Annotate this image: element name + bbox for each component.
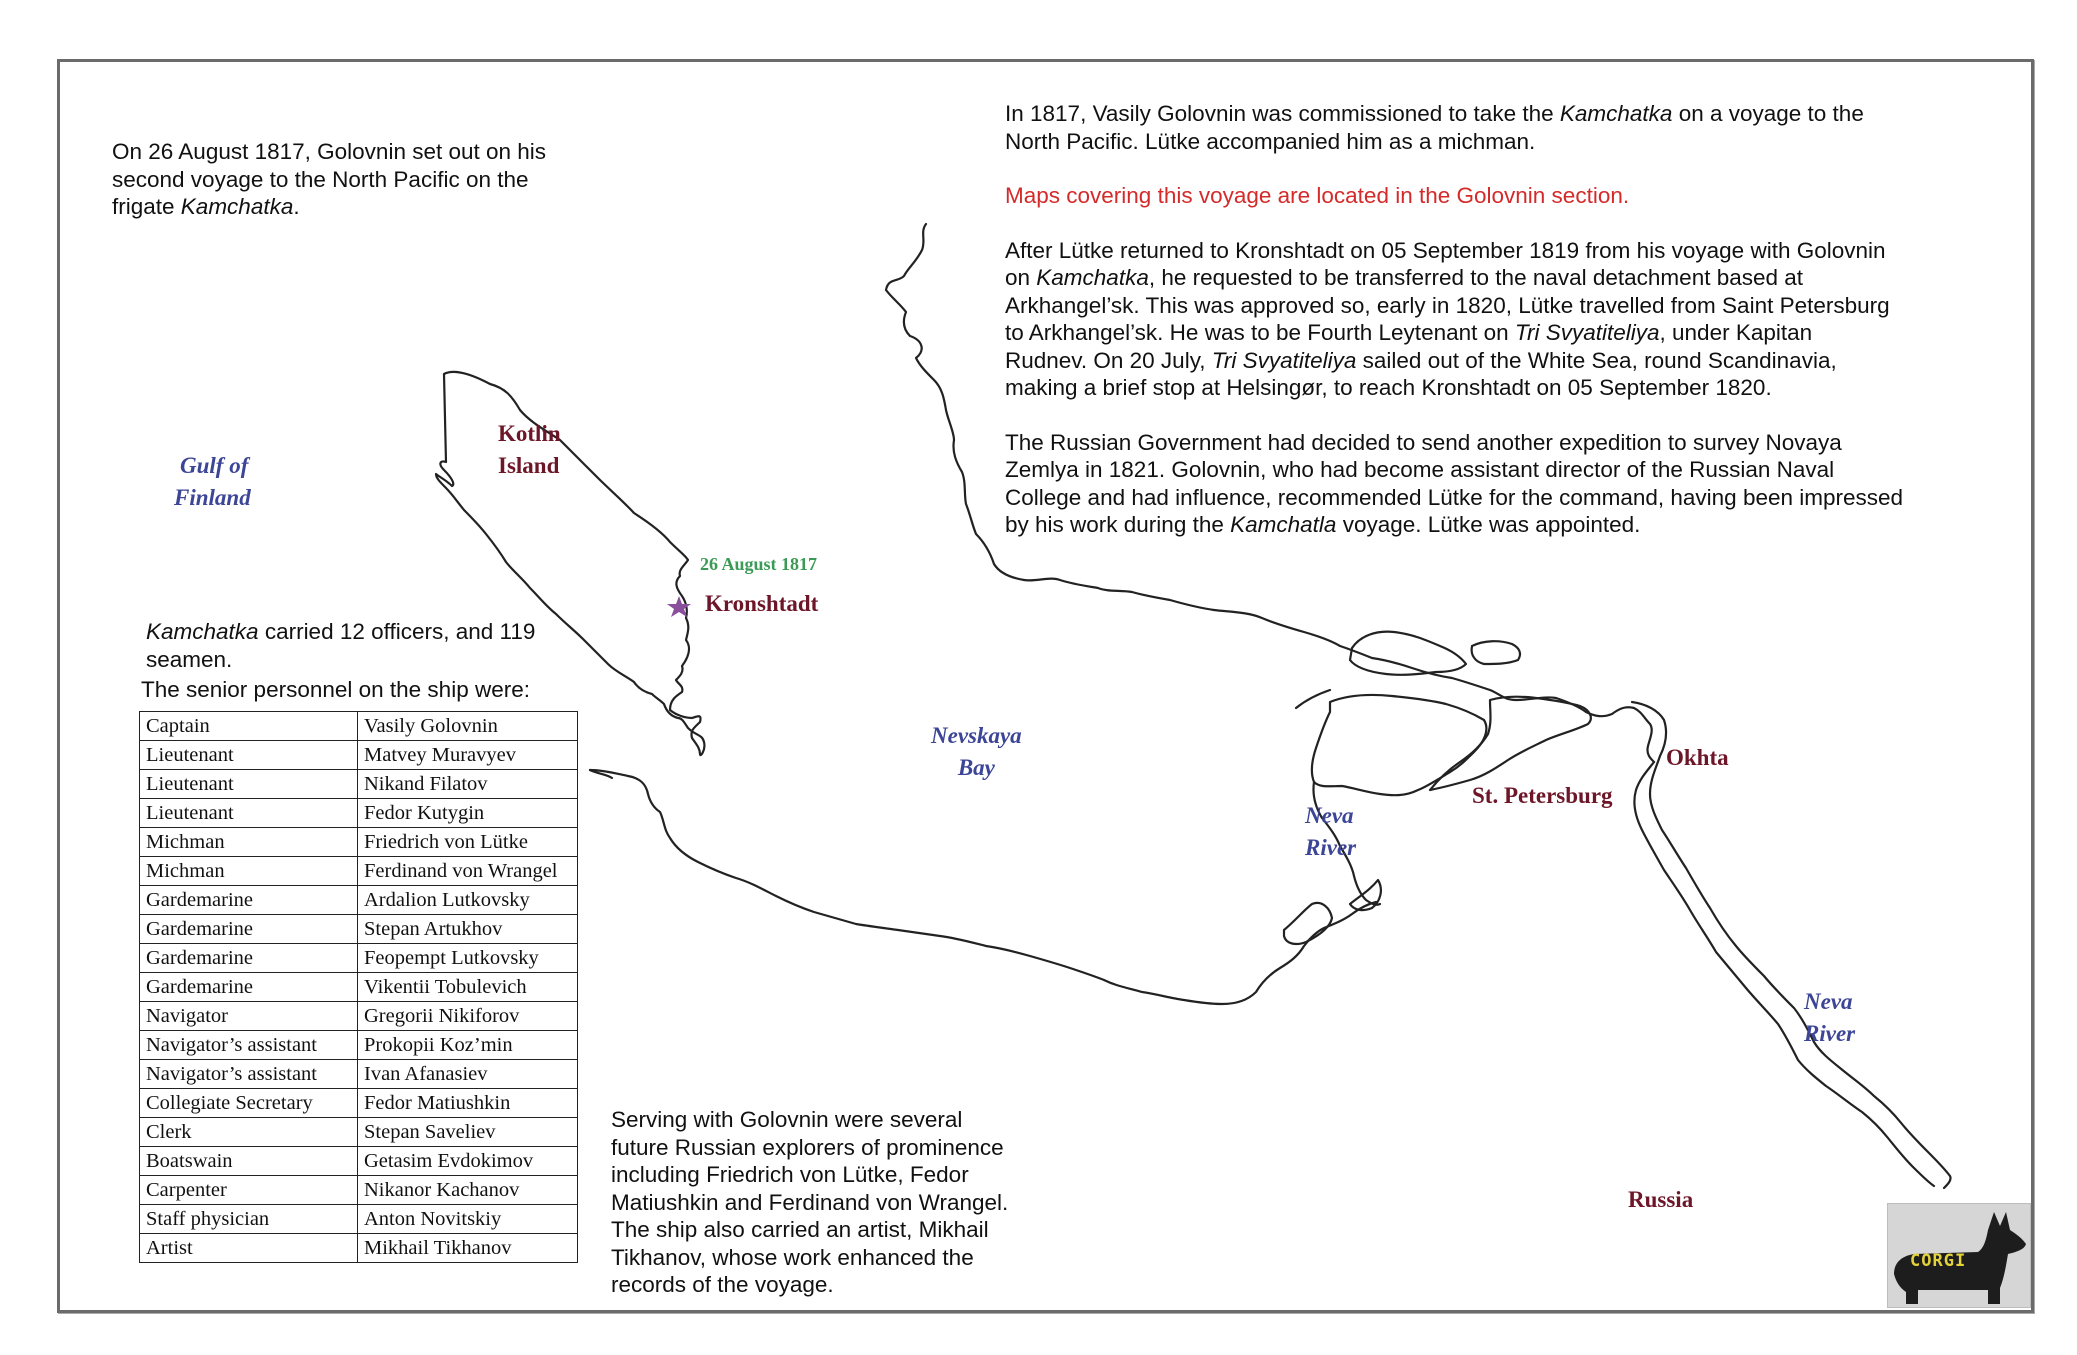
narrative-paragraph-3: After Lütke returned to Kronshtadt on 05 September 1819 from his voyage with Golovnin on Kamchatka, he requested to be transferred to the naval detachment based at Arkhangel’sk. This was approved so, early in 1820, Lütke travelled from Saint Petersburg to Arkhangel’sk. He was to be Fourth Leytenant on Tri Svyatiteliya, under Kapitan Rudnev. On 20 July, Tri Svyatiteliya sailed out of the White Sea, round Scandinavia, making a brief stop at Helsingør, to reach Kronshtadt on 05 September 1820. [1005, 237, 1890, 400]
crew-row [140, 828, 578, 857]
golovnin-section-notice: Maps covering this voyage are located in the Golovnin section. [1005, 183, 1630, 208]
crew-name-cell: Mikhail Tikhanov [358, 1234, 578, 1263]
kotlin-island-label: Kotlin Island [498, 421, 561, 478]
narrative-text [1005, 100, 2015, 566]
crew-name-cell: Feopempt Lutkovsky [358, 944, 578, 973]
crew-rank-cell: Boatswain [140, 1147, 358, 1176]
crew-name-cell: Matvey Muravyev [358, 741, 578, 770]
crew-name-cell: Fedor Kutygin [358, 799, 578, 828]
crew-name-cell: Ivan Afanasiev [358, 1060, 578, 1089]
neva-river-label-upstream: Neva River [1804, 989, 1856, 1046]
crew-row [140, 857, 578, 886]
crew-name-cell: Anton Novitskiy [358, 1205, 578, 1234]
crew-name-cell: Gregorii Nikiforov [358, 1002, 578, 1031]
crew-rank-cell: Collegiate Secretary [140, 1089, 358, 1118]
crew-row [140, 1031, 578, 1060]
crew-rank-cell: Michman [140, 857, 358, 886]
delta-island-large [1312, 695, 1487, 795]
crew-row [140, 1176, 578, 1205]
serving-text: Serving with Golovnin were several future Russian explorers of prominence including Friedrich von Lütke, Fedor Matiushkin and Ferdinand von Wrangel. The ship also carried an artist, Mikhail Tikhanov, whose work enhanced the records of the voyage. [611, 1107, 1009, 1297]
delta-island-north [1350, 632, 1466, 675]
ship-name: Kamchatka [180, 194, 294, 219]
crew-row [140, 1089, 578, 1118]
delta-south-shore [1296, 690, 1380, 905]
intro-line-2: second voyage to the North Pacific on the [112, 166, 529, 192]
crew-rank-cell: Michman [140, 828, 358, 857]
delta-island-middle [1430, 697, 1591, 790]
neva-river-bank-east [1632, 702, 1951, 1188]
crew-row [140, 1147, 578, 1176]
intro-line-1: On 26 August 1817, Golovnin set out on his [112, 139, 547, 164]
narrative-paragraph-4: The Russian Government had decided to send another expedition to survey Novaya Zemlya in 1821. Golovnin, who had become assistant director of the Russian Naval College and had influence, recommended Lütke for the command, having been impressed by his work during the Kamchatla voyage. Lütke was appointed. [1005, 429, 1904, 537]
neva-river-label-delta: Neva River [1305, 803, 1357, 860]
crew-row [140, 915, 578, 944]
kronshtadt-label: Kronshtadt [705, 591, 819, 616]
crew-rank-cell: Navigator’s assistant [140, 1060, 358, 1089]
crew-rank-cell: Gardemarine [140, 915, 358, 944]
crew-rank-cell: Gardemarine [140, 886, 358, 915]
crew-name-cell: Ardalion Lutkovsky [358, 886, 578, 915]
crew-name-cell: Vasily Golovnin [358, 712, 578, 741]
crew-rank-cell: Artist [140, 1234, 358, 1263]
crew-row [140, 770, 578, 799]
crew-rank-cell: Carpenter [140, 1176, 358, 1205]
corgi-logo [1887, 1203, 2031, 1308]
crew-rank-cell: Gardemarine [140, 973, 358, 1002]
crew-row [140, 1234, 578, 1263]
crew-rank-cell: Lieutenant [140, 770, 358, 799]
delta-island-upper [1472, 641, 1520, 664]
crew-rank-cell: Gardemarine [140, 944, 358, 973]
crew-name-cell: Vikentii Tobulevich [358, 973, 578, 1002]
crew-rank-cell: Lieutenant [140, 799, 358, 828]
crew-rank-cell: Captain [140, 712, 358, 741]
crew-row [140, 973, 578, 1002]
okhta-label: Okhta [1666, 745, 1729, 770]
crew-name-cell: Nikand Filatov [358, 770, 578, 799]
logo-text: CORGI [1910, 1251, 1967, 1271]
nevskaya-bay-label: Nevskaya Bay [931, 723, 1022, 780]
crew-row [140, 1118, 578, 1147]
crew-row [140, 1205, 578, 1234]
departure-date-label: 26 August 1817 [700, 554, 818, 574]
crew-rank-cell: Lieutenant [140, 741, 358, 770]
crew-table [139, 711, 578, 1263]
crew-rank-cell: Navigator’s assistant [140, 1031, 358, 1060]
crew-intro: Kamchatka carried 12 officers, and 119 seamen. [146, 619, 536, 672]
crew-name-cell: Nikanor Kachanov [358, 1176, 578, 1205]
ship-name: Kamchatka [146, 619, 259, 644]
crew-name-cell: Friedrich von Lütke [358, 828, 578, 857]
south-coastline [590, 770, 1376, 1004]
crew-name-cell: Stepan Artukhov [358, 915, 578, 944]
crew-name-cell: Stepan Saveliev [358, 1118, 578, 1147]
crew-rank-cell: Staff physician [140, 1205, 358, 1234]
crew-table-caption: The senior personnel on the ship were: [141, 677, 530, 702]
crew-row [140, 1060, 578, 1089]
crew-row [140, 1002, 578, 1031]
russia-label: Russia [1628, 1187, 1694, 1212]
crew-rank-cell: Navigator [140, 1002, 358, 1031]
crew-name-cell: Prokopii Koz’min [358, 1031, 578, 1060]
crew-row [140, 712, 578, 741]
crew-row [140, 741, 578, 770]
neva-river-bank-west [1634, 762, 1934, 1186]
crew-row [140, 944, 578, 973]
crew-name-cell: Ferdinand von Wrangel [358, 857, 578, 886]
small-islands [1284, 880, 1381, 944]
crew-rank-cell: Clerk [140, 1118, 358, 1147]
crew-row [140, 886, 578, 915]
crew-name-cell: Fedor Matiushkin [358, 1089, 578, 1118]
intro-text [112, 138, 546, 221]
crew-name-cell: Getasim Evdokimov [358, 1147, 578, 1176]
gulf-of-finland-label: Gulf of Finland [174, 453, 251, 510]
crew-row [140, 799, 578, 828]
intro-line-3: frigate Kamchatka. [112, 194, 300, 219]
narrative-paragraph-1: In 1817, Vasily Golovnin was commissioned to take the Kamchatka on a voyage to the North Pacific. Lütke accompanied him as a michman. [1005, 101, 1864, 154]
st-petersburg-label: St. Petersburg [1472, 783, 1613, 808]
